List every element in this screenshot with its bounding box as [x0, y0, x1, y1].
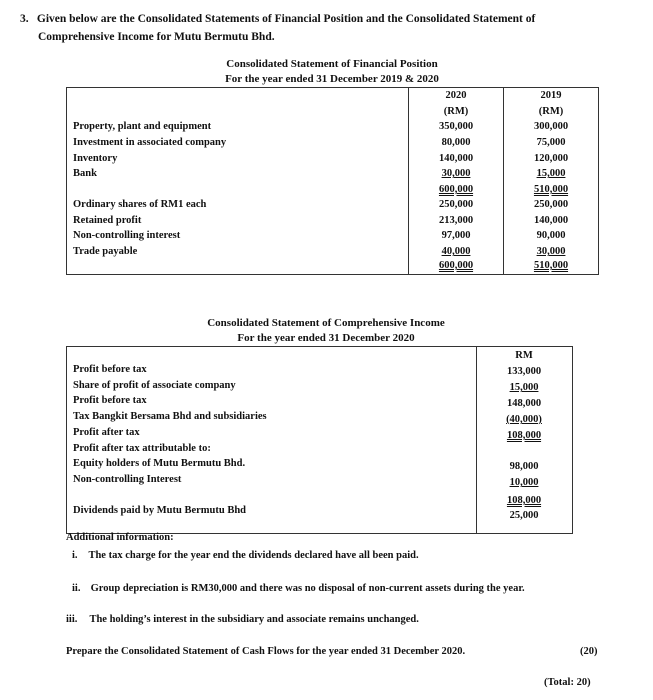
- item-marker: ii.: [72, 583, 81, 594]
- sofp-2020-value: 250,000: [438, 199, 474, 210]
- sofp-2019-value: 300,000: [533, 121, 569, 132]
- question-header: [20, 10, 535, 46]
- soci-value: 133,000: [506, 366, 542, 377]
- sofp-2019-value: 120,000: [533, 153, 569, 164]
- sofp-2019-total: 510,000: [533, 260, 569, 271]
- soci-title: Consolidated Statement of Comprehensive Income: [207, 317, 445, 329]
- soci-title-block: [186, 316, 466, 346]
- soci-label: Share of profit of associate company: [73, 380, 236, 391]
- soci-unit: RM: [515, 350, 533, 361]
- sofp-2020-value: 213,000: [438, 215, 474, 226]
- sofp-label: Investment in associated company: [73, 137, 227, 148]
- soci-table: [66, 346, 573, 534]
- question-number: 3.: [20, 13, 29, 25]
- additional-item-1: [72, 550, 419, 561]
- soci-value: 15,000: [509, 382, 539, 393]
- sofp-2020-value: 97,000: [441, 230, 471, 241]
- sofp-label: Property, plant and equipment: [73, 121, 212, 132]
- sofp-2019-value: 75,000: [536, 137, 566, 148]
- sofp-label: Non-controlling interest: [73, 230, 181, 241]
- sofp-2020-unit: (RM): [443, 106, 469, 117]
- additional-item-2: [72, 583, 525, 594]
- soci-label: Tax Bangkit Bersama Bhd and subsidiaries: [73, 411, 267, 422]
- soci-label: Dividends paid by Mutu Bermutu Bhd: [73, 505, 247, 516]
- item-text: The tax charge for the year end the dividends declared have all been paid.: [88, 550, 419, 561]
- item-marker: iii.: [66, 614, 78, 625]
- sofp-2020-value: 80,000: [441, 137, 471, 148]
- sofp-label: Inventory: [73, 153, 118, 164]
- sofp-2020-value: 30,000: [441, 168, 471, 179]
- soci-label: Profit after tax attributable to:: [73, 443, 211, 454]
- sofp-title: Consolidated Statement of Financial Position: [226, 58, 438, 70]
- soci-label: Profit after tax: [73, 427, 140, 438]
- sofp-2019-value: 30,000: [536, 246, 566, 257]
- sofp-2020-value: 350,000: [438, 121, 474, 132]
- soci-value: 108,000: [506, 430, 542, 441]
- soci-value: 108,000: [506, 495, 542, 506]
- marks: (20): [580, 646, 598, 657]
- soci-label: Profit before tax: [73, 364, 147, 375]
- sofp-2020-value: 40,000: [441, 246, 471, 257]
- sofp-2019-total: 510,000: [533, 184, 569, 195]
- soci-subtitle: For the year ended 31 December 2020: [237, 332, 415, 344]
- sofp-2020-total: 600,000: [438, 184, 474, 195]
- total-marks: (Total: 20): [544, 677, 591, 688]
- item-text: Group depreciation is RM30,000 and there was no disposal of non-current assets during the year.: [90, 583, 525, 594]
- soci-label: Equity holders of Mutu Bermutu Bhd.: [73, 458, 246, 469]
- soci-label: Profit before tax: [73, 395, 147, 406]
- sofp-2020-total: 600,000: [438, 260, 474, 271]
- sofp-2019-value: 140,000: [533, 215, 569, 226]
- additional-heading: Additional information:: [66, 532, 174, 543]
- sofp-title-block: [202, 57, 462, 87]
- sofp-subtitle: For the year ended 31 December 2019 & 2020: [225, 73, 439, 85]
- question-text-line1: Given below are the Consolidated Statements of Financial Position and the Consolidated Statement of: [36, 13, 536, 25]
- additional-item-3: [66, 614, 419, 625]
- sofp-2019-unit: (RM): [538, 106, 564, 117]
- sofp-label: Bank: [73, 168, 97, 179]
- soci-label: Non-controlling Interest: [73, 474, 182, 485]
- soci-value: 10,000: [509, 477, 539, 488]
- sofp-2019-value: 250,000: [533, 199, 569, 210]
- item-text: The holding’s interest in the subsidiary and associate remains unchanged.: [89, 614, 419, 625]
- sofp-2019-value: 90,000: [536, 230, 566, 241]
- soci-value: 148,000: [506, 398, 542, 409]
- sofp-2019-value: 15,000: [536, 168, 566, 179]
- sofp-table: [66, 87, 599, 275]
- question-text-line2: Comprehensive Income for Mutu Bermutu Bhd.: [38, 31, 275, 43]
- item-marker: i.: [72, 550, 78, 561]
- sofp-label: Ordinary shares of RM1 each: [73, 199, 207, 210]
- soci-value: (40,000): [506, 414, 542, 425]
- sofp-2020-value: 140,000: [438, 153, 474, 164]
- soci-value: 25,000: [509, 510, 539, 521]
- sofp-label: Retained profit: [73, 215, 142, 226]
- sofp-label: Trade payable: [73, 246, 138, 257]
- sofp-2020-year: 2020: [445, 90, 467, 101]
- sofp-2019-year: 2019: [540, 90, 562, 101]
- instruction: Prepare the Consolidated Statement of Cash Flows for the year ended 31 December 2020.: [66, 646, 466, 657]
- soci-value: 98,000: [509, 461, 539, 472]
